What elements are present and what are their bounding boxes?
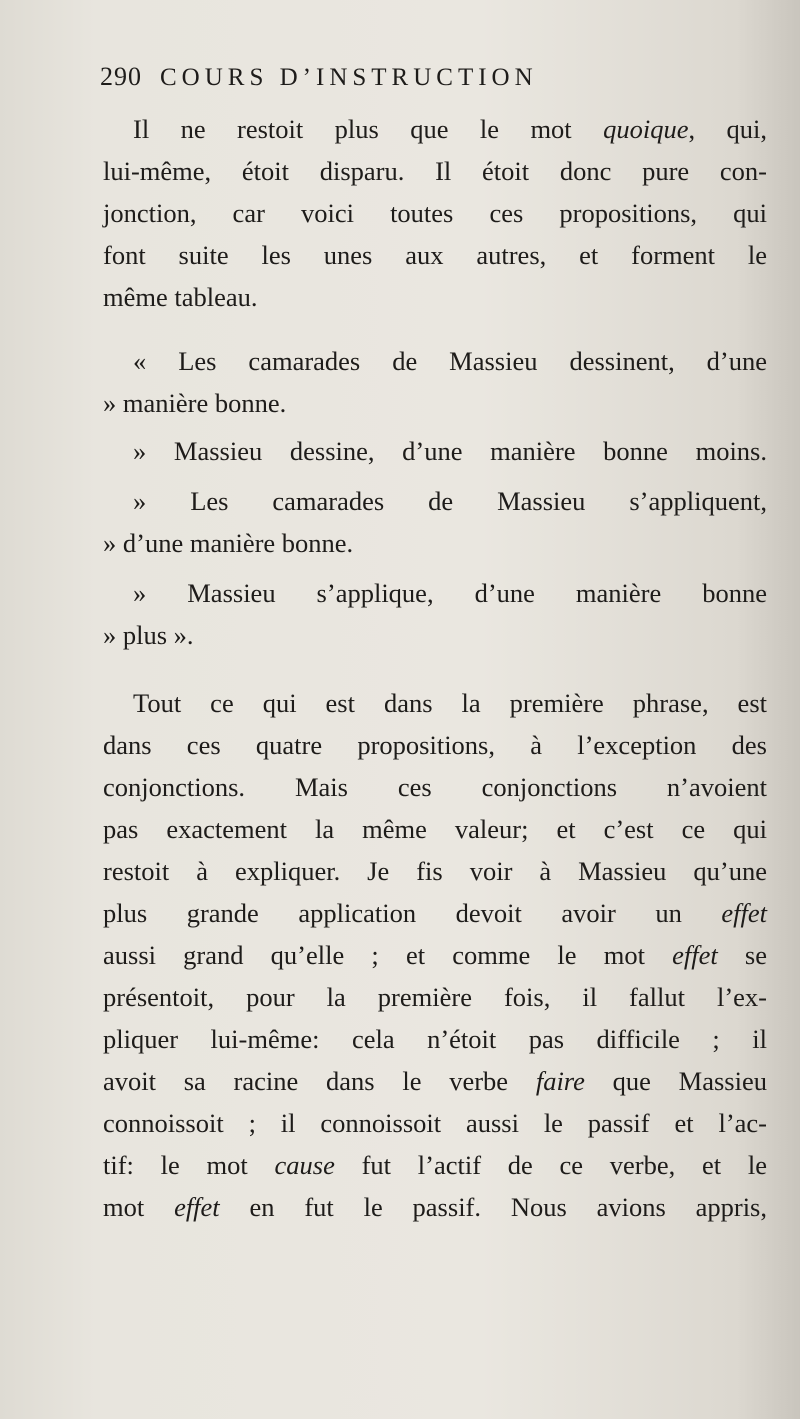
text-line: même tableau. bbox=[103, 282, 258, 312]
text-line: pliquer lui-même: cela n’étoit pas difficile ; il bbox=[103, 1024, 767, 1054]
quote-line: » Massieu dessine, d’une manière bonne moins. bbox=[133, 436, 767, 466]
text-line: tif: le mot cause fut l’actif de ce verbe, et le bbox=[103, 1150, 767, 1180]
text-line: font suite les unes aux autres, et forment le bbox=[103, 240, 767, 270]
text-line: connoissoit ; il connoissoit aussi le passif et l’ac- bbox=[103, 1108, 767, 1138]
text-line: présentoit, pour la première fois, il fallut l’ex- bbox=[103, 982, 767, 1012]
quote-line: » d’une manière bonne. bbox=[103, 528, 354, 558]
text-line: Tout ce qui est dans la première phrase, est bbox=[133, 688, 767, 718]
paragraph-1 bbox=[103, 108, 767, 318]
text-line: conjonctions. Mais ces conjonctions n’avoient bbox=[103, 772, 767, 802]
text-line: aussi grand qu’elle ; et comme le mot effet se bbox=[103, 940, 767, 970]
text-line: pas exactement la même valeur; et c’est ce qui bbox=[103, 814, 767, 844]
text-line: mot effet en fut le passif. Nous avions appris, bbox=[103, 1192, 767, 1222]
quoted-propositions bbox=[103, 340, 767, 656]
text-line: dans ces quatre propositions, à l’exception des bbox=[103, 730, 767, 760]
quote-line: « Les camarades de Massieu dessinent, d’une bbox=[133, 346, 767, 376]
text-line: restoit à expliquer. Je fis voir à Massieu qu’une bbox=[103, 856, 767, 886]
text-line: avoit sa racine dans le verbe faire que Massieu bbox=[103, 1066, 767, 1096]
quote-line: » manière bonne. bbox=[103, 388, 287, 418]
text-line: Il ne restoit plus que le mot quoique, qui, bbox=[133, 114, 767, 144]
quote-line: » Les camarades de Massieu s’appliquent, bbox=[133, 486, 767, 516]
text-line: plus grande application devoit avoir un effet bbox=[103, 898, 767, 928]
running-header bbox=[100, 62, 760, 92]
quote-line: » plus ». bbox=[103, 620, 194, 650]
page-number: 290 bbox=[100, 62, 142, 91]
running-title: COURS D’INSTRUCTION bbox=[160, 64, 538, 91]
quote-line: » Massieu s’applique, d’une manière bonne bbox=[133, 578, 767, 608]
paragraph-2 bbox=[103, 682, 767, 1228]
text-line: jonction, car voici toutes ces propositions, qui bbox=[103, 198, 767, 228]
text-line: lui-même, étoit disparu. Il étoit donc pure con- bbox=[103, 156, 767, 186]
